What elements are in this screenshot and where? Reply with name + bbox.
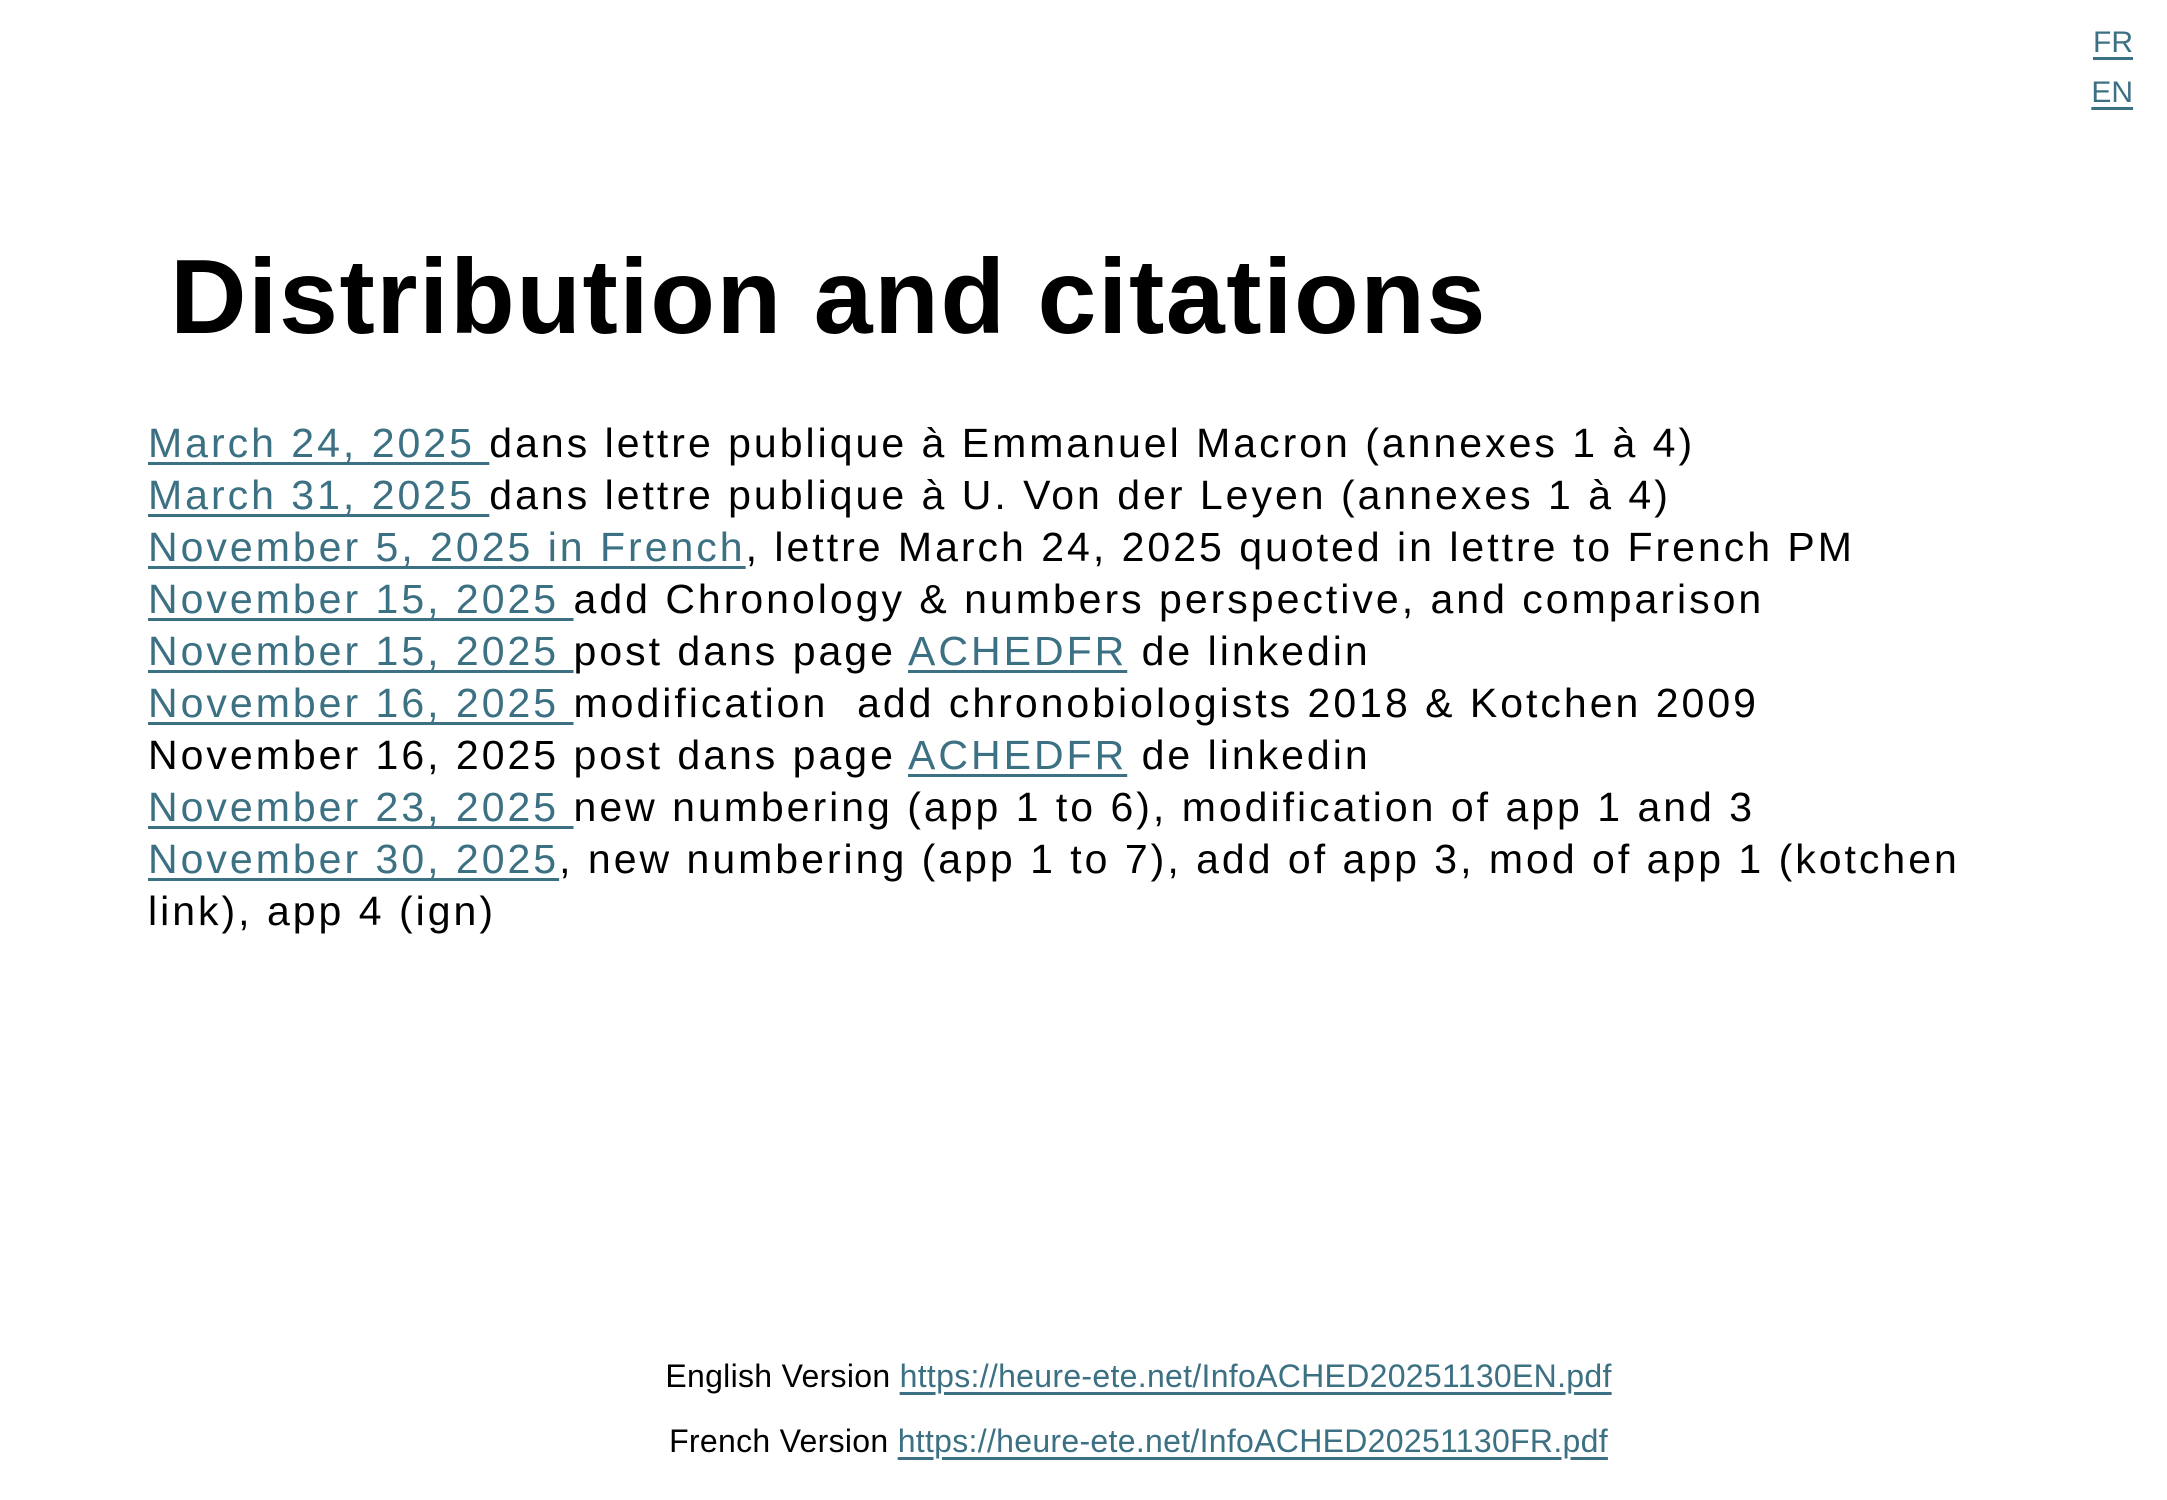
citation-text: , new numbering (app 1 to 7), add of app 3, mod of app 1 (kotchen <box>559 836 1960 882</box>
citation-link[interactable]: November 15, 2025 <box>148 576 574 622</box>
page-title: Distribution and citations <box>170 238 1487 357</box>
citation-link[interactable]: ACHEDFR <box>908 628 1128 674</box>
citation-link[interactable]: ACHEDFR <box>908 732 1128 778</box>
version-links-footer <box>55 1356 2167 1461</box>
citation-link[interactable]: November 15, 2025 <box>148 628 574 674</box>
citation-text: add Chronology & numbers perspective, and comparison <box>573 576 1765 622</box>
citation-text: link), app 4 (ign) <box>148 888 496 934</box>
citation-text: post dans page <box>573 628 909 674</box>
citation-line <box>148 469 1960 521</box>
citation-text: de linkedin <box>1127 628 1371 674</box>
lang-fr-link[interactable]: FR <box>2093 26 2133 59</box>
citation-text: dans lettre publique à Emmanuel Macron (annexes 1 à 4) <box>489 420 1696 466</box>
citation-line <box>148 677 1960 729</box>
language-switcher <box>2091 18 2133 118</box>
citation-line <box>148 729 1960 781</box>
citation-text: modification add chronobiologists 2018 & Kotchen 2009 <box>573 680 1759 726</box>
citation-text: de linkedin <box>1127 732 1371 778</box>
citation-link[interactable]: November 5, 2025 in French <box>148 524 746 570</box>
citation-line <box>148 885 1960 937</box>
version-label: English Version <box>665 1358 900 1394</box>
citation-text: November 16, 2025 post dans page <box>148 732 909 778</box>
citation-line <box>148 625 1960 677</box>
citation-text: new numbering (app 1 to 6), modification of app 1 and 3 <box>573 784 1756 830</box>
version-label: French Version <box>669 1423 898 1459</box>
lang-en-link[interactable]: EN <box>2091 76 2133 109</box>
version-pdf-link[interactable]: https://heure-ete.net/InfoACHED20251130FR.pdf <box>897 1423 1608 1459</box>
citation-link[interactable]: November 23, 2025 <box>148 784 574 830</box>
citation-text: , lettre March 24, 2025 quoted in lettre to French PM <box>745 524 1855 570</box>
citation-line <box>148 573 1960 625</box>
version-line <box>55 1421 2167 1461</box>
citation-link[interactable]: November 30, 2025 <box>148 836 560 882</box>
citation-link[interactable]: March 24, 2025 <box>148 420 490 466</box>
version-line <box>55 1356 2167 1396</box>
citation-line <box>148 833 1960 885</box>
citation-line <box>148 417 1960 469</box>
citation-line <box>148 521 1960 573</box>
citations-list <box>148 417 1960 937</box>
citation-text: dans lettre publique à U. Von der Leyen (annexes 1 à 4) <box>489 472 1671 518</box>
citation-link[interactable]: November 16, 2025 <box>148 680 574 726</box>
citation-link[interactable]: March 31, 2025 <box>148 472 490 518</box>
citation-line <box>148 781 1960 833</box>
version-pdf-link[interactable]: https://heure-ete.net/InfoACHED20251130EN.pdf <box>899 1358 1612 1394</box>
